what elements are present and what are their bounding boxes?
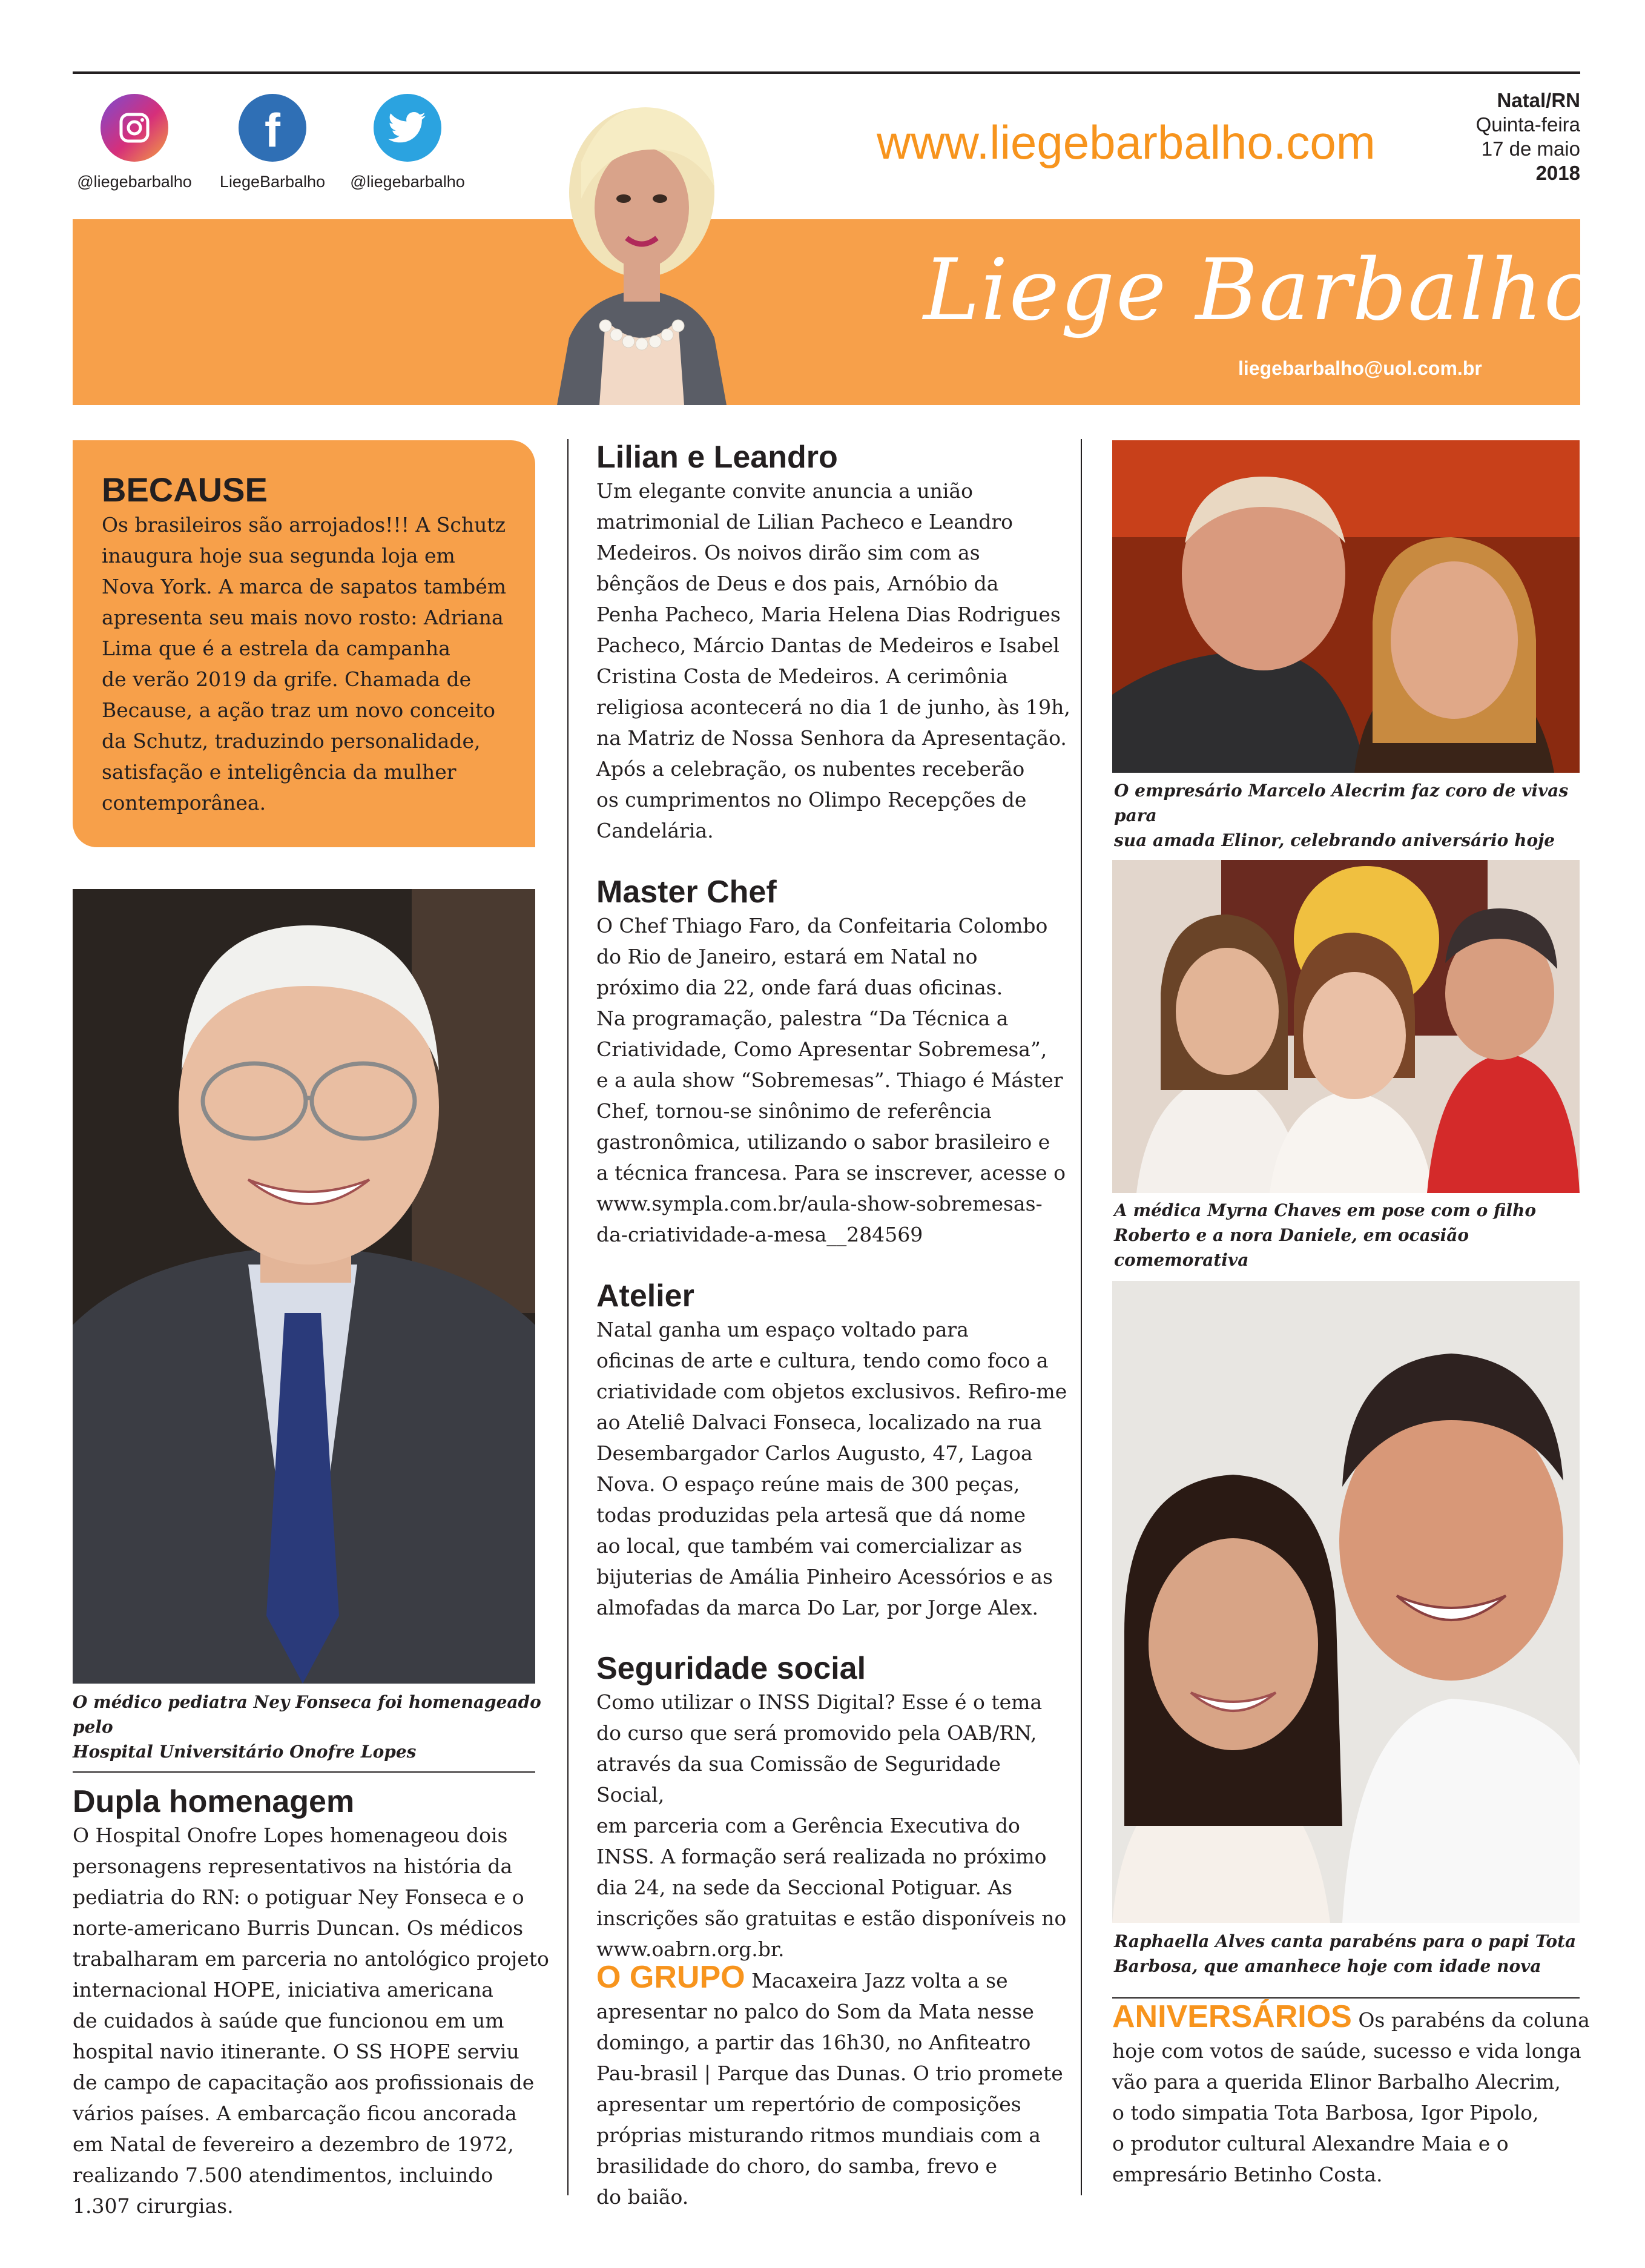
columnist-portrait xyxy=(533,78,751,405)
photo-marcelo-elinor xyxy=(1112,440,1580,773)
because-text: Os brasileiros são arrojados!!! A Schutz inaugura hoje sua segunda loja em Nova York. A marca de sapatos também apresenta seu mais novo rosto: Adriana Lima que é a estrela da campanha de verão 2019 da grife. Chamada de Because, a ação traz um novo conceito da Schutz, traduzindo personalidade, satisfação e inteligência da mulher contemporânea. xyxy=(102,513,507,815)
seguridade-article xyxy=(596,1650,1075,1965)
date: 17 de maio xyxy=(1481,137,1580,160)
photo-ney-fonseca xyxy=(73,889,535,1684)
because-box xyxy=(73,440,535,847)
social-instagram[interactable] xyxy=(62,94,207,191)
dupla-homenagem-article xyxy=(73,1784,557,2221)
social-twitter[interactable] xyxy=(335,94,480,191)
masterchef-text: O Chef Thiago Faro, da Confeitaria Colombo do Rio de Janeiro, estará em Natal no próximo dia 22, onde fará duas oficinas. Na programação, palestra “Da Técnica a Criatividade, Como Apresentar Sobremesa”, e a aula show “Sobremesas”. Thiago é Máster Chef, tornou-se sinônimo de referência gastronômica, utilizando o sabor brasileiro e a técnica francesa. Para se inscrever, acesse o www.sympla.com.br/aula-show-sobremesas- da-criatividade-a-mesa__284569 xyxy=(596,914,1066,1246)
lilian-title: Lilian e Leandro xyxy=(596,440,838,475)
masterchef-article xyxy=(596,874,1075,1250)
grupo-article xyxy=(596,1962,1075,2212)
seguridade-title: Seguridade social xyxy=(596,1651,866,1686)
photo-myrna-chaves xyxy=(1112,860,1580,1193)
twitter-icon xyxy=(374,94,441,162)
instagram-icon xyxy=(101,94,168,162)
instagram-handle: @liegebarbalho xyxy=(77,173,192,191)
photo-raphaella-tota xyxy=(1112,1281,1580,1923)
city: Natal/RN xyxy=(1497,89,1580,111)
twitter-handle: @liegebarbalho xyxy=(350,173,465,191)
atelier-title: Atelier xyxy=(596,1278,694,1314)
caption-ney-fonseca: O médico pediatra Ney Fonseca foi homenageado pelo Hospital Universitário Onofre Lopes xyxy=(73,1692,541,1762)
grupo-text: O GRUPO Macaxeira Jazz volta a se apresentar no palco do Som da Mata nesse domingo, a partir das 16h30, no Anfiteatro Pau-brasil | Parque das Dunas. O trio promete apresentar um repertório de composições próprias misturando ritmos mundiais com a brasilidade do choro, do samba, frevo e do baião. xyxy=(596,1960,1063,2209)
aniversarios-lead: ANIVERSÁRIOS xyxy=(1112,1999,1352,2034)
facebook-icon: f xyxy=(239,94,306,162)
aniversarios-article xyxy=(1112,1999,1591,2190)
aniversarios-text: ANIVERSÁRIOS Os parabéns da coluna hoje com votos de saúde, sucesso e vida longa vão para a querida Elinor Barbalho Alecrim, o todo simpatia Tota Barbosa, Igor Pipolo, o produtor cultural Alexandre Maia e o empresário Betinho Costa. xyxy=(1112,1999,1590,2186)
dupla-text: O Hospital Onofre Lopes homenageou dois personagens representativos na história da pediatria do RN: o potiguar Ney Fonseca e o norte-americano Burris Duncan. Os médicos trabalharam em parceria no antológico projeto internacional HOPE, iniciativa americana de cuidados à saúde que funcionou em um hospital navio itinerante. O SS HOPE serviu de campo de capacitação aos profissionais de vários países. A embarcação ficou ancorada em Natal de fevereiro a dezembro de 1972, realizando 7.500 atendimentos, incluindo 1.307 cirurgias. xyxy=(73,1823,549,2218)
column-divider-2 xyxy=(1081,439,1082,2195)
atelier-text: Natal ganha um espaço voltado para oficinas de arte e cultura, tendo como foco a criatividade com objetos exclusivos. Refiro-me ao Ateliê Dalvaci Fonseca, localizado na rua Desembargador Carlos Augusto, 47, Lagoa Nova. O espaço reúne mais de 300 peças, todas produzidas pela artesã que dá nome ao local, que também vai comercializar as bijuterias de Amália Pinheiro Acessórios e as almofadas da marca Do Lar, por Jorge Alex. xyxy=(596,1318,1067,1619)
masterchef-title: Master Chef xyxy=(596,874,777,910)
columnist-email[interactable]: liegebarbalho@uol.com.br xyxy=(1238,357,1482,379)
atelier-article xyxy=(596,1278,1075,1623)
year: 2018 xyxy=(1535,162,1580,184)
caption-marcelo-elinor: O empresário Marcelo Alecrim faz coro de vivas para sua amada Elinor, celebrando aniversário hoje xyxy=(1114,781,1569,850)
columnist-name: Liege Barbalho xyxy=(923,241,1597,340)
column-divider-1 xyxy=(567,439,569,2195)
dupla-title: Dupla homenagem xyxy=(73,1784,355,1819)
website-link[interactable]: www.liegebarbalho.com xyxy=(877,116,1376,169)
lilian-text: Um elegante convite anuncia a união matrimonial de Lilian Pacheco e Leandro Medeiros. Os noivos dirão sim com as bênçãos de Deus e dos pais, Arnóbio da Penha Pacheco, Maria Helena Dias Rodrigues Pacheco, Márcio Dantas de Medeiros e Isabel Cristina Costa de Medeiros. A cerimônia religiosa acontecerá no dia 1 de junho, às 19h, na Matriz de Nossa Senhora da Apresentação. Após a celebração, os nubentes receberão os cumprimentos no Olimpo Recepções de Candelária. xyxy=(596,479,1070,842)
grupo-lead: O GRUPO xyxy=(596,1960,745,1995)
social-facebook[interactable] xyxy=(200,94,345,191)
lilian-article xyxy=(596,439,1075,846)
weekday: Quinta-feira xyxy=(1475,113,1580,136)
rule-aniversarios xyxy=(1112,1997,1580,1999)
facebook-handle: LiegeBarbalho xyxy=(219,173,326,191)
date-block xyxy=(1476,88,1580,185)
seguridade-text: Como utilizar o INSS Digital? Esse é o tema do curso que será promovido pela OAB/RN, através da sua Comissão de Seguridade Social, em parceria com a Gerência Executiva do INSS. A formação será realizada no próximo dia 24, na sede da Seccional Potiguar. As inscrições são gratuitas e estão disponíveis no www.oabrn.org.br. xyxy=(596,1690,1067,1961)
because-title: BECAUSE xyxy=(102,471,268,509)
caption-raphaella-tota: Raphaella Alves canta parabéns para o papi Tota Barbosa, que amanhece hoje com idade nova xyxy=(1114,1931,1577,1976)
top-rule xyxy=(73,71,1580,74)
rule-dupla xyxy=(73,1771,535,1773)
caption-myrna-chaves: A médica Myrna Chaves em pose com o filho Roberto e a nora Daniele, em ocasião comemorativa xyxy=(1114,1200,1537,1270)
